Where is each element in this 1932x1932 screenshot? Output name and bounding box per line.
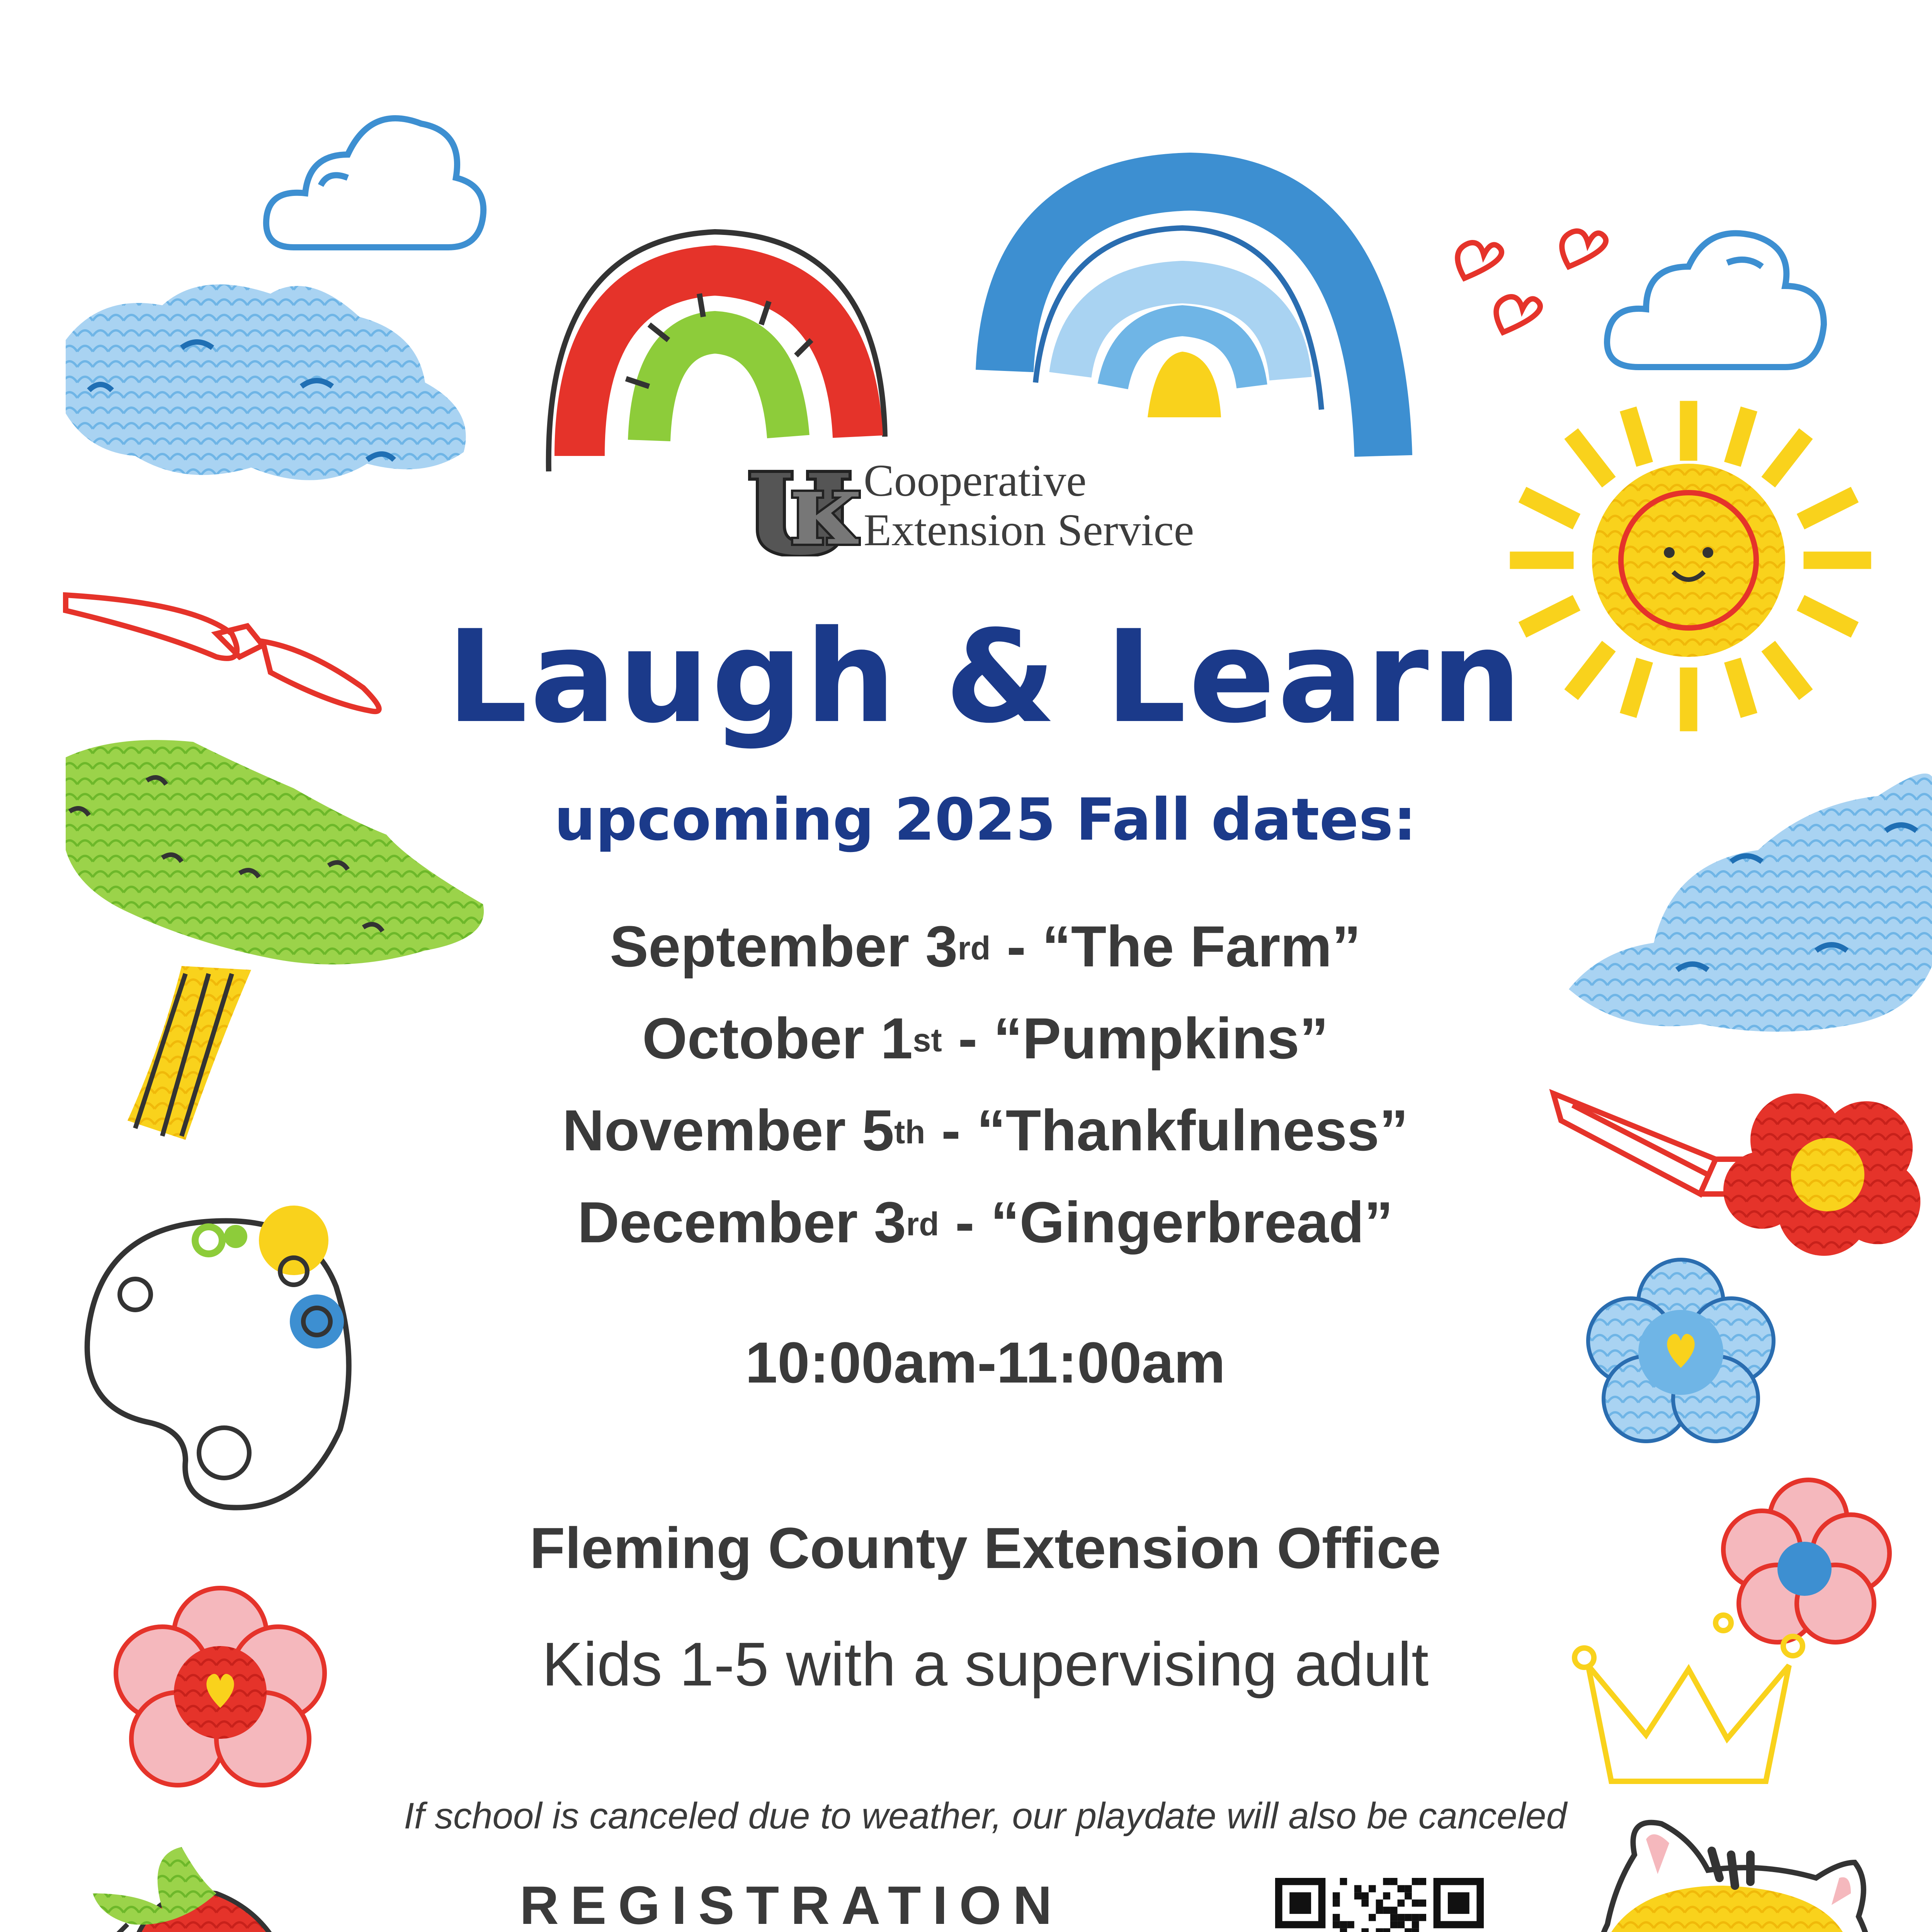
rainbow-blue-icon: [1005, 182, 1383, 456]
event-time: 10:00am-11:00am: [745, 1330, 1226, 1395]
event-audience: Kids 1-5 with a supervising adult: [542, 1629, 1429, 1699]
date-suffix: rd: [906, 1206, 939, 1243]
hearts-icon: [1458, 231, 1606, 332]
date-suffix: rd: [957, 930, 991, 967]
date-month-day: December 3: [577, 1190, 906, 1255]
date-item: [0, 992, 1932, 1084]
rainbow-red-icon: [549, 232, 885, 471]
date-list: [0, 900, 1932, 1268]
strawberry-icon: [93, 1847, 294, 1932]
logo-line-1: Cooperative: [864, 455, 1087, 506]
uk-logo-mark: [746, 468, 862, 556]
scribble-cloud-icon: [66, 284, 466, 480]
date-month-day: October 1: [642, 1006, 913, 1071]
uk-cooperative-extension-logo: [746, 456, 1287, 564]
date-month-day: September 3: [610, 914, 958, 979]
cloud-outline-icon: [266, 118, 483, 247]
tiger-face-icon: [1596, 1823, 1872, 1932]
date-theme: - “Thankfulness”: [925, 1098, 1408, 1163]
weather-notice: If school is canceled due to weather, our playdate will also be canceled: [404, 1795, 1567, 1837]
date-item: [0, 1084, 1932, 1176]
registration-heading: REGISTRATION: [520, 1875, 1064, 1932]
date-theme: - “Gingerbread”: [939, 1190, 1393, 1255]
date-item: [0, 1176, 1932, 1268]
date-month-day: November 5: [562, 1098, 895, 1163]
registration-qr-code[interactable]: [1275, 1878, 1484, 1932]
logo-line-2: Extension Service: [864, 505, 1194, 555]
event-location: Fleming County Extension Office: [529, 1515, 1441, 1580]
subtitle: upcoming 2025 Fall dates:: [554, 786, 1417, 854]
page-title: Laugh & Learn: [446, 603, 1524, 751]
date-item: [0, 900, 1932, 992]
cloud-outline-icon: [1607, 233, 1824, 367]
date-theme: - “Pumpkins”: [942, 1006, 1328, 1071]
date-theme: - “The Farm”: [990, 914, 1361, 979]
date-suffix: th: [894, 1114, 925, 1151]
date-suffix: st: [913, 1022, 942, 1059]
